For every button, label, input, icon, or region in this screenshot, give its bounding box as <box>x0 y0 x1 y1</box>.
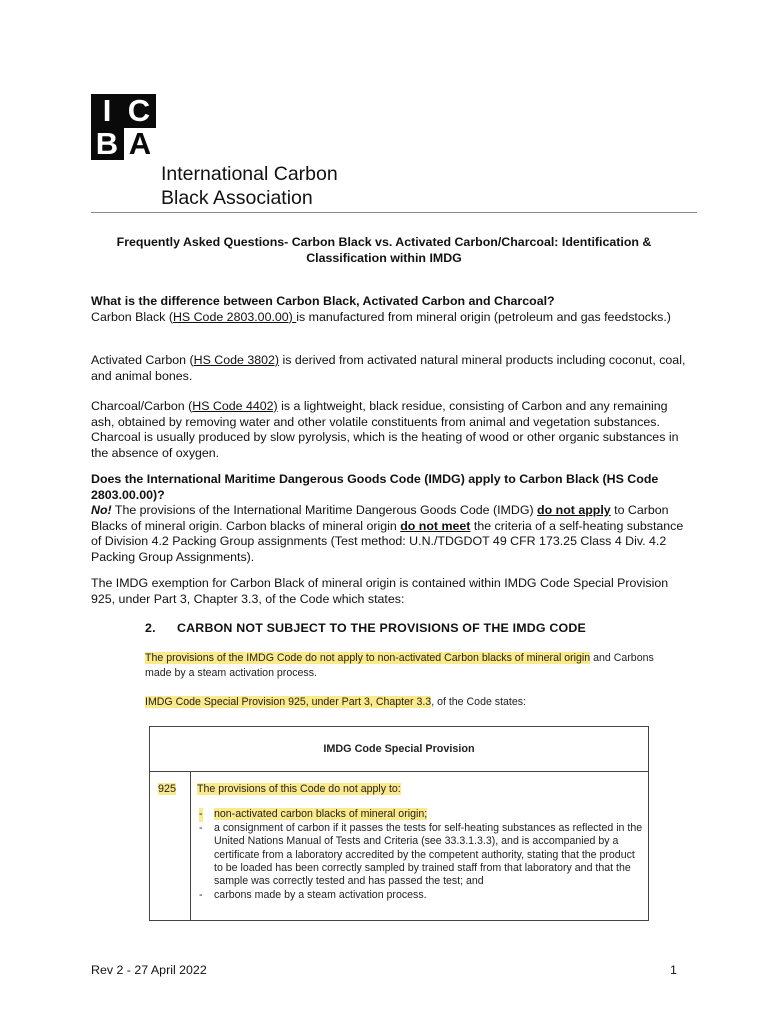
logo-letter-a: A <box>124 128 156 160</box>
question-1-block <box>91 294 691 325</box>
cb-hs-code: HS Code 2803.00.00) <box>172 309 297 324</box>
answer-do-not-meet: do not meet <box>400 518 471 533</box>
provision-list <box>197 808 645 902</box>
organization-name <box>161 162 338 210</box>
question-1-heading: What is the difference between Carbon Black, Activated Carbon and Charcoal? <box>91 294 555 308</box>
provision-body <box>197 783 645 902</box>
question-2-answer <box>91 503 691 565</box>
excerpt-paragraph-2 <box>145 695 655 710</box>
provision-item-text: non-activated carbon blacks of mineral origin; <box>214 808 428 821</box>
footer-page-number: 1 <box>670 963 677 977</box>
ch-hs-code: HS Code 4402) <box>192 399 278 413</box>
ac-text-post: is derived from activated natural mineral products including coconut, coal, and animal bones. <box>91 353 686 383</box>
answer-no: No! <box>91 503 112 517</box>
excerpt-p1-highlight: The provisions of the IMDG Code do not apply to non-activated Carbon blacks of mineral origin <box>145 652 591 664</box>
provision-item-text: a consignment of carbon if it passes the tests for self-heating substances as reflected in the United Nations Manual of Tests and Criteria (see 33.3.1.3.3), and is accompanied by a certificate from a laboratory accredited by the competent authority, stating that the product to be loaded has been correctly sampled by trained staff from that laboratory and that the sample was correctly tested and has passed the test; and <box>214 821 643 888</box>
special-provision-table <box>149 726 649 921</box>
document-title <box>91 234 677 266</box>
charcoal-paragraph <box>91 399 691 461</box>
question-2-block <box>91 472 691 565</box>
table-header: IMDG Code Special Provision <box>150 727 648 772</box>
ch-text-pre: Charcoal/Carbon ( <box>91 399 193 413</box>
excerpt-p1-rest: and Carbons made by a steam activation process. <box>145 652 654 679</box>
answer-text-3: to Carbon Blacks of mineral origin. Carbon blacks of mineral origin <box>91 503 669 533</box>
ch-text-post: is a lightweight, black residue, consisting of Carbon and any remaining ash, obtained by removing water and other volatile constituents from animal and vegetation substances. Charcoal is usually produced by slow pyrolysis, which is the heating of wood or other organic substances in the absence of oxygen. <box>91 399 679 460</box>
excerpt-section-heading <box>145 621 586 635</box>
table-column-divider <box>190 771 191 920</box>
provision-number <box>158 783 176 795</box>
carbon-black-paragraph <box>91 310 691 326</box>
ac-text-pre: Activated Carbon ( <box>91 353 194 367</box>
excerpt-p2-highlight: IMDG Code Special Provision 925, under Part 3, Chapter 3.3 <box>145 696 432 708</box>
section-title: CARBON NOT SUBJECT TO THE PROVISIONS OF THE IMDG CODE <box>177 621 586 635</box>
title-line2: Classification within IMDG <box>306 251 462 265</box>
activated-carbon-paragraph <box>91 353 691 384</box>
cb-text-post: is manufactured from mineral origin (petroleum and gas feedstocks.) <box>296 309 671 324</box>
item-dash: - <box>199 808 203 821</box>
logo-letter-c: C <box>127 93 151 128</box>
answer-text-5: the criteria of a self-heating substance of Division 4.2 Packing Group assignments (Test method: U.N./TDGDOT 49 CFR 173.25 Class 4 Div. 4.2 Packing Group Assignments). <box>91 518 684 564</box>
org-name-line1: International Carbon <box>161 163 338 185</box>
cb-text-pre: Carbon Black ( <box>91 309 173 324</box>
excerpt-paragraph-1 <box>145 651 655 681</box>
footer-revision: Rev 2 - 27 April 2022 <box>91 963 207 977</box>
provision-intro: The provisions of this Code do not apply to: <box>197 783 401 795</box>
exemption-text: The IMDG exemption for Carbon Black of mineral origin is contained within IMDG Code Special Provision 925, under Part 3, Chapter 3.3, of the Code which states: <box>91 576 669 606</box>
question-2-heading: Does the International Maritime Dangerous Goods Code (IMDG) apply to Carbon Black (HS Code 2803.00.00)? <box>91 472 659 502</box>
item-dash: - <box>199 821 203 834</box>
answer-text-1: The provisions of the International Maritime Dangerous Goods Code (IMDG) <box>111 503 538 517</box>
item-dash: - <box>199 888 203 901</box>
org-name-line2: Black Association <box>161 187 313 209</box>
header-divider <box>91 212 697 213</box>
ac-hs-code: HS Code 3802) <box>193 353 280 367</box>
logo-letter-b: B <box>95 126 119 161</box>
provision-item <box>197 889 645 902</box>
provision-number-text: 925 <box>158 783 177 795</box>
logo-letter-i: I <box>102 93 112 128</box>
provision-item <box>197 808 645 821</box>
answer-do-not-apply: do not apply <box>537 503 611 517</box>
section-number: 2. <box>145 621 156 635</box>
exemption-paragraph <box>91 576 691 607</box>
title-line1: Frequently Asked Questions- Carbon Black vs. Activated Carbon/Charcoal: Identification & <box>116 235 652 249</box>
excerpt-p2-rest: , of the Code states: <box>431 696 526 708</box>
provision-item-text: carbons made by a steam activation process. <box>214 888 427 901</box>
provision-item <box>197 822 645 889</box>
icba-logo <box>91 94 156 160</box>
